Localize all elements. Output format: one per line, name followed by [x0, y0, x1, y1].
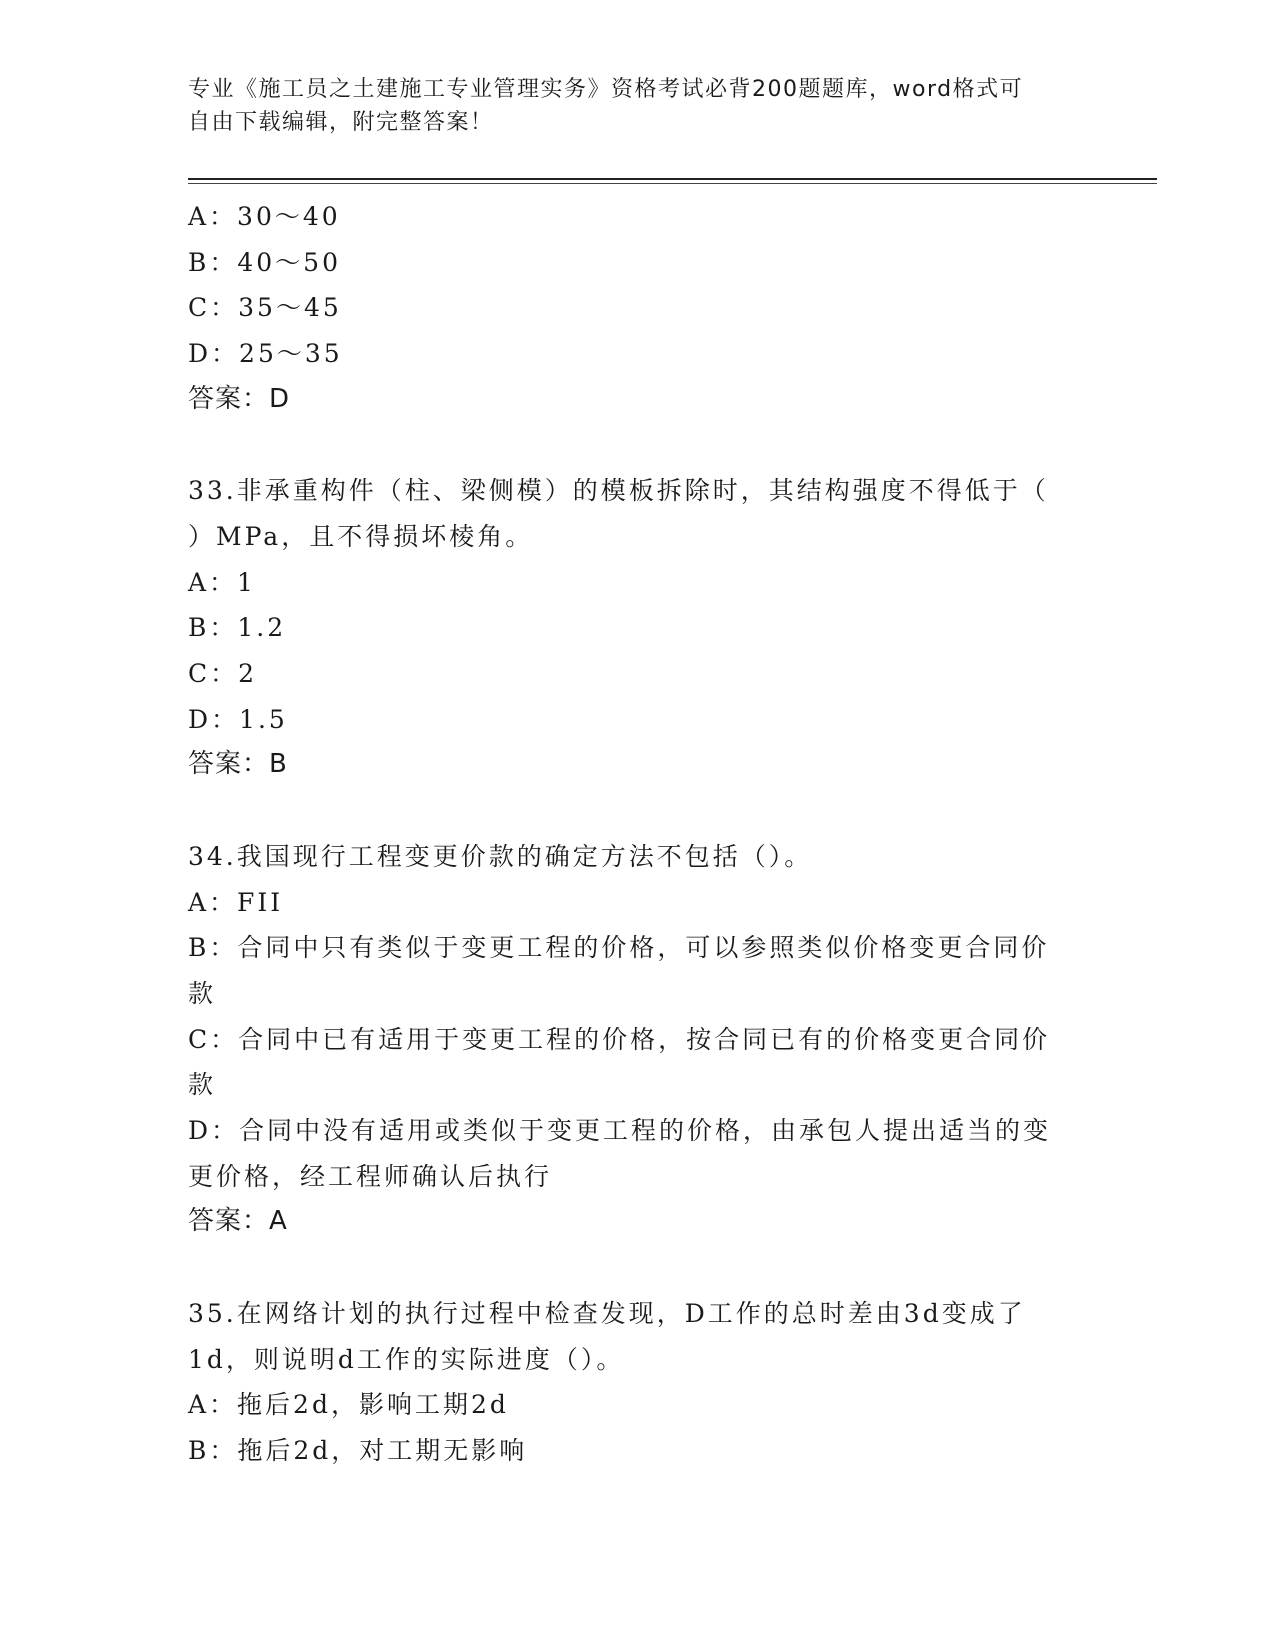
- q34-option-d-line-1: D：合同中没有适用或类似于变更工程的价格，由承包人提出适当的变: [188, 1116, 1052, 1146]
- header-divider: [188, 178, 1157, 180]
- question-34: [188, 834, 1088, 1245]
- q34-option-c-line-1: C：合同中已有适用于变更工程的价格，按合同已有的价格变更合同价: [188, 1024, 1051, 1054]
- q34-option-a: A：FII: [188, 887, 284, 917]
- header-divider-thin: [188, 183, 1157, 184]
- q33-option-b: B：1.2: [188, 613, 287, 643]
- question-33: [188, 468, 1088, 788]
- header-line-1: 专业《施工员之土建施工专业管理实务》资格考试必背200题题库，word格式可: [188, 77, 1024, 102]
- q33-stem-line-1: 33.非承重构件（柱、梁侧模）的模板拆除时，其结构强度不得低于（: [188, 476, 1049, 506]
- q34-option-b-line-2: 款: [188, 978, 217, 1008]
- q34-option-d-line-2: 更价格，经工程师确认后执行: [188, 1161, 553, 1191]
- q34-option-c-line-2: 款: [188, 1070, 217, 1100]
- q34-stem: 34.我国现行工程变更价款的确定方法不包括（）。: [188, 841, 813, 871]
- q33-option-c: C：2: [188, 659, 258, 689]
- q35-option-a: A：拖后2d，影响工期2d: [188, 1390, 509, 1420]
- q34-option-b-line-1: B：合同中只有类似于变更工程的价格，可以参照类似价格变更合同价: [188, 933, 1050, 963]
- question-35: [188, 1291, 1088, 1474]
- spacer: [188, 423, 1088, 469]
- q32-option-b: B：40～50: [188, 247, 341, 277]
- header-line-2: 自由下载编辑，附完整答案！: [188, 110, 494, 135]
- spacer: [188, 788, 1088, 834]
- question-content: [188, 194, 1088, 1474]
- q32-option-a: A：30～40: [188, 202, 341, 231]
- q32-answer: 答案：D: [188, 383, 291, 414]
- question-32: [188, 194, 1088, 423]
- q34-answer: 答案：A: [188, 1206, 288, 1237]
- q33-answer: 答案：B: [188, 749, 288, 780]
- q33-stem-line-2: ）MPa，且不得损坏棱角。: [188, 521, 534, 551]
- q35-option-b: B：拖后2d，对工期无影响: [188, 1435, 528, 1465]
- q32-option-d: D：25～35: [188, 339, 343, 369]
- q32-option-c: C：35～45: [188, 293, 342, 323]
- q33-option-d: D：1.5: [188, 704, 288, 734]
- q35-stem-line-2: 1d，则说明d工作的实际进度（）。: [188, 1344, 625, 1374]
- document-header: [188, 73, 1068, 139]
- q33-option-a: A：1: [188, 567, 256, 597]
- q35-stem-line-1: 35.在网络计划的执行过程中检查发现，D工作的总时差由3d变成了: [188, 1298, 1026, 1328]
- spacer: [188, 1245, 1088, 1291]
